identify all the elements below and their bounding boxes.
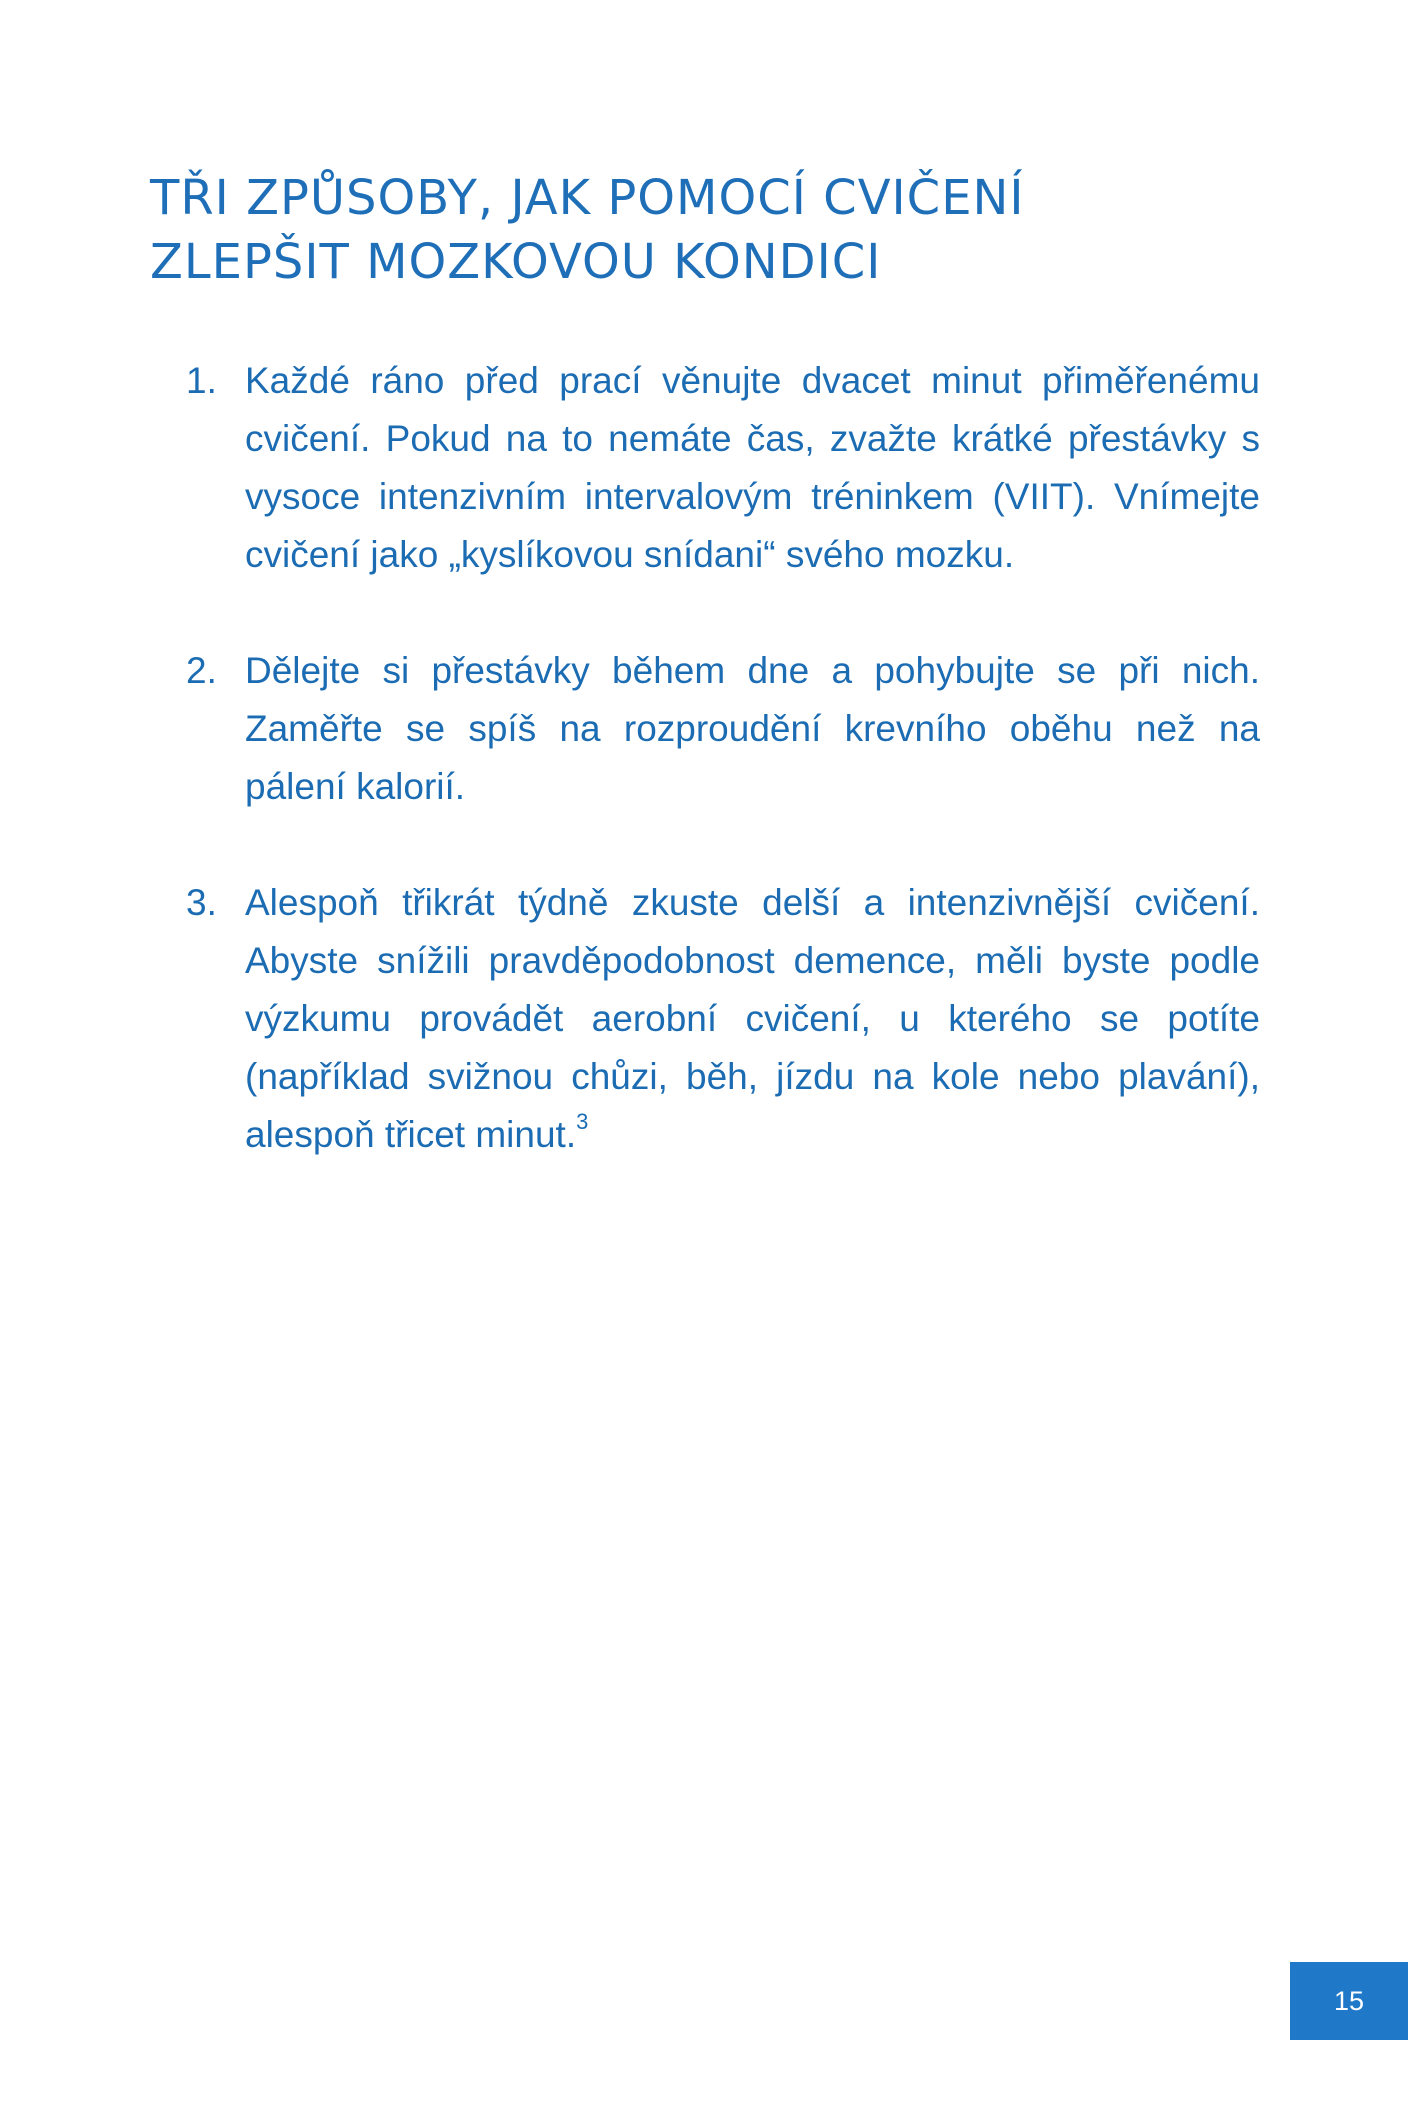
page-title xyxy=(150,166,1250,294)
title-line-1: TŘI ZPŮSOBY, JAK POMOCÍ CVIČENÍ xyxy=(150,170,1025,226)
list-item-text: Dělejte si přestávky během dne a pohybujte se při nich. Zaměřte se spíš na rozproudění krevního oběhu než na pálení kalorií. xyxy=(245,650,1260,807)
list-item-number: 3. xyxy=(186,882,217,923)
list-item-text: Každé ráno před prací věnujte dvacet minut přiměřenému cvičení. Pokud na to nemáte čas, zvažte krátké přestávky s vysoce intenzivním intervalovým tréninkem (VIIT). Vnímejte cvičení jako „kyslíkovou snídani“ svého mozku. xyxy=(245,360,1260,575)
numbered-list xyxy=(150,352,1260,1222)
list-item-text: Alespoň třikrát týdně zkuste delší a intenzivnější cvičení. Abyste snížili pravděpodobnost demence, měli byste podle výzkumu provádět aerobní cvičení, u kterého se potíte (například svižnou chůzi, běh, jízdu na kole nebo plavání), alespoň třicet minut. xyxy=(245,882,1260,1155)
list-item-number: 1. xyxy=(186,360,217,401)
list-item xyxy=(150,352,1260,584)
page-number-box xyxy=(1290,1962,1408,2040)
title-line-2: ZLEPŠIT MOZKOVOU KONDICI xyxy=(150,234,882,290)
footnote-marker: 3 xyxy=(576,1109,589,1134)
list-item xyxy=(150,642,1260,816)
list-item-text-wrapper xyxy=(245,882,1260,1155)
list-item-number: 2. xyxy=(186,650,217,691)
list-item xyxy=(150,874,1260,1164)
page-number: 15 xyxy=(1333,1985,1365,2016)
